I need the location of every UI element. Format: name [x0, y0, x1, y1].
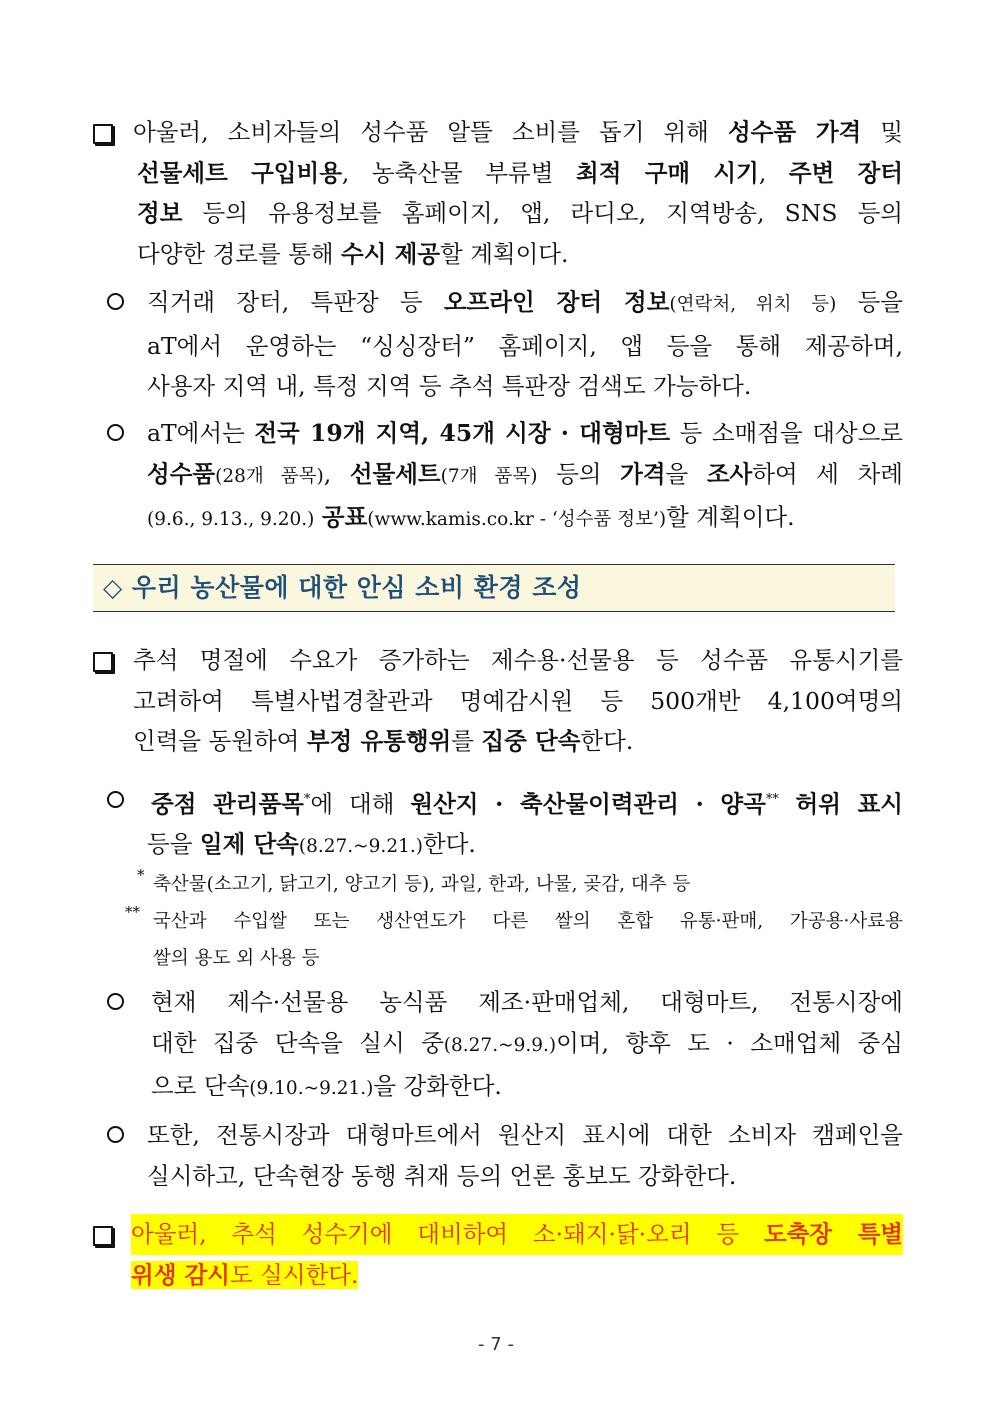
checkbox-square-icon — [93, 124, 113, 144]
paragraph-line: 중점 관리품목*에 대해 원산지 · 축산물이력관리 · 양곡** 허위 표시 — [151, 789, 903, 818]
circle-bullet-icon — [107, 993, 124, 1010]
circle-bullet-icon — [107, 791, 124, 808]
footnote-mark: ** — [125, 903, 140, 921]
paragraph-line: 아울러, 소비자들의 성수품 알뜰 소비를 돕기 위해 성수품 가격 및 — [133, 118, 904, 146]
circle-bullet-icon — [107, 1126, 124, 1143]
paragraph-line: 인력을 동원하여 부정 유통행위를 집중 단속한다. — [133, 727, 634, 755]
bullet-offline-market — [93, 282, 903, 407]
paragraph-line: 고려하여 특별사법경찰관과 명예감시원 등 500개반 4,100여명의 — [133, 686, 903, 715]
paragraph-line: 직거래 장터, 특판장 등 오프라인 장터 정보(연락처, 위치 등) 등을 — [147, 288, 903, 316]
footnote-rice — [93, 903, 903, 977]
section-header — [93, 564, 895, 612]
paragraph-line: 다양한 경로를 통해 수시 제공할 계획이다. — [137, 239, 569, 268]
page-number: - 7 - — [478, 1334, 514, 1355]
paragraph-line: 현재 제수·선물용 농식품 제조·판매업체, 대형마트, 전통시장에 — [151, 988, 903, 1016]
checkbox-square-icon — [93, 1226, 113, 1246]
highlighted-line: 아울러, 추석 성수기에 대비하여 소·돼지·닭·오리 등 도축장 특별 — [131, 1214, 903, 1255]
circle-bullet-icon — [107, 424, 124, 441]
footnote-text: 축산물(소고기, 닭고기, 양고기 등), 과일, 한과, 나물, 곶감, 대추 등 — [153, 874, 691, 895]
paragraph-slaughterhouse — [93, 1214, 903, 1295]
paragraph-line: 선물세트 구입비용, 농축산물 부류별 최적 구매 시기, 주변 장터 — [137, 158, 903, 187]
paragraph-line: 대한 집중 단속을 실시 중(8.27.~9.9.)이며, 향후 도 · 소매업체 중심 — [151, 1028, 903, 1057]
footnote-text: 국산과 수입쌀 또는 생산연도가 다른 쌀의 혼합 유통·판매, 가공용·사료용 — [153, 911, 903, 932]
highlighted-text: 위생 감시도 실시한다. — [131, 1260, 359, 1289]
paragraph-consumer-info — [93, 112, 903, 274]
paragraph-line: 추석 명절에 수요가 증가하는 제수용·선물용 등 성수품 유통시기를 — [133, 646, 903, 674]
paragraph-line: 또한, 전통시장과 대형마트에서 원산지 표시에 대한 소비자 캠페인을 — [147, 1121, 903, 1149]
circle-bullet-icon — [107, 293, 124, 310]
bullet-current-crackdown — [93, 982, 903, 1110]
bullet-campaign — [93, 1115, 903, 1196]
footnote-livestock — [93, 866, 903, 903]
paragraph-line: 정보 등의 유용정보를 홈페이지, 앱, 라디오, 지역방송, SNS 등의 — [137, 199, 903, 227]
paragraph-line: 으로 단속(9.10.~9.21.)을 강화한다. — [151, 1072, 502, 1100]
footnote-text: 쌀의 용도 외 사용 등 — [153, 948, 320, 969]
paragraph-line: 등을 일제 단속(8.27.~9.21.)한다. — [147, 830, 476, 859]
paragraph-line: (9.6., 9.13., 9.20.) 공표(www.kamis.co.kr - ‘성수품 정보’)할 계획이다. — [147, 503, 795, 531]
footnote-mark: * — [137, 866, 145, 884]
paragraph-line: aT에서는 전국 19개 지역, 45개 시장 · 대형마트 등 소매점을 대상으로 — [147, 419, 904, 447]
paragraph-enforcement — [93, 640, 903, 762]
paragraph-line: aT에서 운영하는 “싱싱장터” 홈페이지, 앱 등을 통해 제공하며, — [147, 331, 903, 360]
paragraph-line: 사용자 지역 내, 특정 지역 등 추석 특판장 검색도 가능하다. — [147, 372, 752, 400]
paragraph-line: 실시하고, 단속현장 동행 취재 등의 언론 홍보도 강화한다. — [147, 1161, 737, 1190]
bullet-key-items — [93, 780, 903, 868]
bullet-price-survey — [93, 413, 903, 541]
checkbox-square-icon — [93, 652, 113, 672]
paragraph-line: 성수품(28개 품목), 선물세트(7개 품목) 등의 가격을 조사하여 세 차례 — [147, 459, 903, 488]
paragraph-line — [131, 1255, 903, 1296]
section-header-title: ◇ 우리 농산물에 대한 안심 소비 환경 조성 — [103, 573, 582, 602]
